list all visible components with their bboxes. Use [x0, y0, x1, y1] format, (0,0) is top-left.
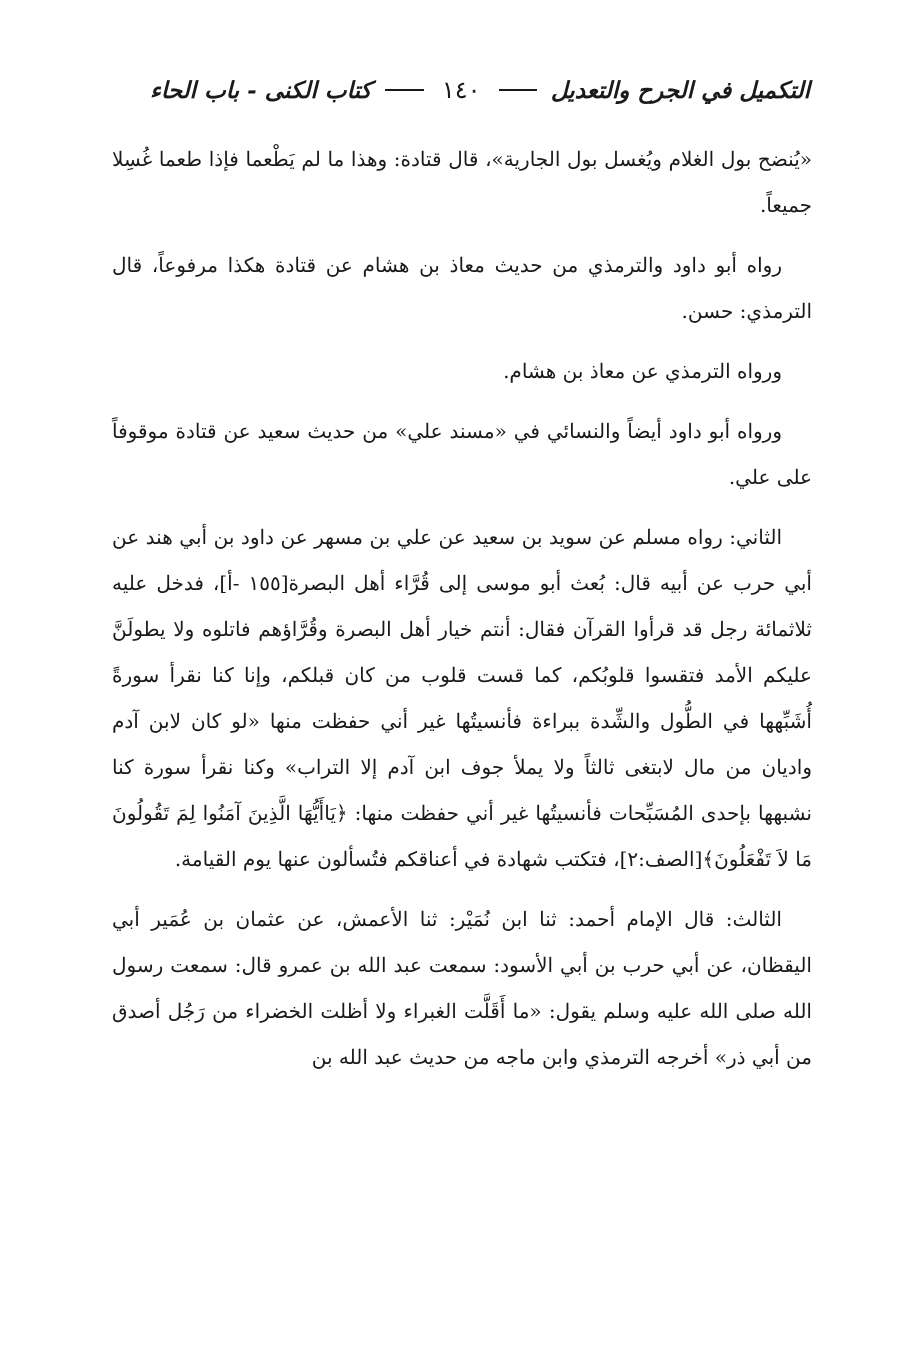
header-rule-left: [385, 89, 423, 91]
paragraph-1: «يُنضح بول الغلام ويُغسل بول الجارية»، قال قتادة: وهذا ما لم يَطْعما فإذا طعما غُسِلا جميعاً.: [112, 147, 812, 217]
running-header: [150, 70, 810, 110]
page-number: ١٤٠: [441, 76, 481, 104]
chapter-title: كتاب الكنى - باب الحاء: [150, 76, 372, 104]
paragraph-5: الثاني: رواه مسلم عن سويد بن سعيد عن علي بن مسهر عن داود بن أبي هند عن أبي حرب عن أبيه قال: بُعث أبو موسى إلى قُرَّاء أهل البصرة[١٥٥ -أ]، فدخل عليه ثلاثمائة رجل قد قرأوا القرآن فقال: أنتم خيار أهل البصرة وقُرَّاؤهم فاتلوه ولا يطولَنَّ عليكم الأمد فتقسوا قلوبُكم، كما قست قلوب من كان قبلكم، وإنا كنا نقرأ سورةً أُشَبِّهها في الطُّول والشِّدة ببراءة فأنسيتُها غير أني حفظت منها «لو كان لابن آدم واديان من مال لابتغى ثالثاً ولا يملأ جوف ابن آدم إلا التراب» وكنا نقرأ سورة كنا نشبهها بإحدى المُسَبِّحات فأنسيتُها غير أني حفظت منها: ﴿يَاأَيُّهَا الَّذِينَ آمَنُوا لِمَ تَقُولُونَ مَا لاَ تَفْعَلُونَ﴾[الصف:٢]، فتكتب شهادة في أعناقكم فتُسألون عنها يوم القيامة.: [112, 525, 812, 871]
paragraph-6: الثالث: قال الإمام أحمد: ثنا ابن نُمَيْر: ثنا الأعمش، عن عثمان بن عُمَير أبي اليقظان، عن أبي حرب بن أبي الأسود: سمعت عبد الله بن عمرو قال: سمعت رسول الله صلى الله عليه وسلم يقول: «ما أَقَلَّت الغبراء ولا أظلت الخضراء من رَجُل أصدق من أبي ذر» أخرجه الترمذي وابن ماجه من حديث عبد الله بن: [112, 907, 812, 1069]
paragraph-3: ورواه الترمذي عن معاذ بن هشام.: [503, 359, 782, 383]
book-title: التكميل في الجرح والتعديل: [550, 76, 810, 104]
paragraph-2: رواه أبو داود والترمذي من حديث معاذ بن هشام عن قتادة هكذا مرفوعاً، قال الترمذي: حسن.: [112, 253, 812, 323]
paragraph-4: ورواه أبو داود أيضاً والنسائي في «مسند علي» من حديث سعيد عن قتادة موقوفاً على علي.: [112, 419, 812, 489]
body-text: [112, 136, 812, 1094]
header-rule-right: [499, 89, 537, 91]
